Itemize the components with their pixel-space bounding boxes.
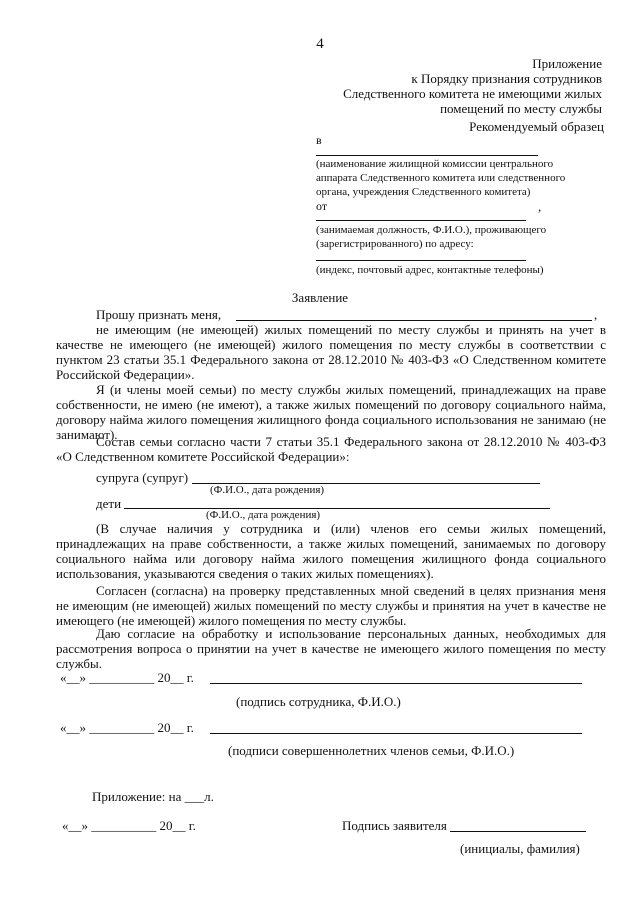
- from-line[interactable]: [316, 220, 526, 221]
- initials-caption: (инициалы, фамилия): [460, 841, 580, 856]
- family-signature-line[interactable]: [210, 733, 582, 734]
- address-caption: (индекс, почтовый адрес, контактные телефоны): [316, 264, 544, 276]
- applicant-signature-line[interactable]: [450, 831, 586, 832]
- appendix-line: Следственного комитета не имеющими жилых: [343, 86, 602, 101]
- footer-date[interactable]: «__» __________ 20__ г.: [62, 818, 196, 833]
- to-prefix: в: [316, 133, 322, 147]
- family-intro-paragraph: [56, 434, 606, 464]
- consent-verify-text: Согласен (согласна) на проверку представленных мной сведений в целях признания меня не имеющим (не имеющей) жилых помещений по месту службы и принятия на учет в качестве не имеющего (не имеющей) жилого помещения по месту службы.: [56, 583, 606, 628]
- children-caption: (Ф.И.О., дата рождения): [206, 509, 321, 521]
- date-field-1[interactable]: «__» __________ 20__ г.: [60, 670, 194, 685]
- request-comma: ,: [594, 307, 598, 322]
- appendix-line: Приложение: [532, 56, 602, 71]
- from-prefix: от: [316, 199, 328, 213]
- spouse-caption: (Ф.И.О., дата рождения): [210, 484, 325, 496]
- appendix-line: помещений по месту службы: [440, 101, 602, 116]
- request-body: [56, 322, 606, 382]
- date-field-2[interactable]: «__» __________ 20__ г.: [60, 720, 194, 735]
- consent-verify-paragraph: [56, 583, 606, 628]
- spouse-label: супруга (супруг): [96, 470, 189, 485]
- ownership-text: Я (и члены моей семьи) по месту службы жилых помещений, принадлежащих на праве собственности, не имею (не имеют), а также жилых помещений по договору социального найма, договору найма жилого помещения жилищного фонда социального использования не занимаю (не занимают).: [56, 382, 606, 442]
- from-caption: (занимаемая должность, Ф.И.О.), проживающего (зарегистрированного) по адресу:: [316, 224, 547, 250]
- employee-caption: (подпись сотрудника, Ф.И.О.): [236, 694, 401, 709]
- family-caption: (подписи совершеннолетних членов семьи, Ф.И.О.): [228, 743, 515, 758]
- consent-personal-paragraph: [56, 626, 606, 671]
- name-line[interactable]: [236, 320, 592, 321]
- family-intro-text: Состав семьи согласно части 7 статьи 35.1 Федерального закона от 28.12.2010 № 403-ФЗ «О Следственном комитете Российской Федерации»:: [56, 434, 606, 464]
- housing-note-text: (В случае наличия у сотрудника и (или) членов его семьи жилых помещений, принадлежащих на праве собственности, а также жилых помещений, занимаемых по договору социального найма или договору найма жилого помещения жилищного фонда социального использования, указываются сведения о таких жилых помещениях).: [56, 521, 606, 581]
- appendix-header: [282, 56, 602, 116]
- request-continuation: не имеющим (не имеющей) жилых помещений по месту службы и принять на учет в качестве не имеющего (не имеющей) жилого помещения по месту службы в соответствии с пунктом 23 статьи 35.1 Федерального закона от 28.12.2010 № 403-ФЗ «О Следственном комитете Российской Федерации».: [56, 322, 606, 382]
- sample-label: Рекомендуемый образец: [469, 119, 604, 134]
- address-line[interactable]: [316, 260, 526, 261]
- appendix-line: к Порядку признания сотрудников: [411, 71, 602, 86]
- applicant-signature-label: Подпись заявителя: [342, 818, 447, 833]
- to-line[interactable]: [316, 155, 538, 156]
- consent-personal-text: Даю согласие на обработку и использование персональных данных, необходимых для рассмотрения вопроса о принятии на учет в качестве не имеющего жилого помещения по месту службы.: [56, 626, 606, 671]
- ownership-paragraph: [56, 382, 606, 442]
- request-prefix: Прошу признать меня,: [96, 307, 222, 322]
- from-comma: ,: [538, 199, 542, 214]
- document-title: Заявление: [291, 290, 349, 305]
- employee-signature-line[interactable]: [210, 683, 582, 684]
- children-line[interactable]: [124, 508, 550, 509]
- page-number: 4: [316, 36, 324, 52]
- children-label: дети: [96, 496, 122, 511]
- attachment-label: Приложение: на ___л.: [92, 789, 214, 804]
- housing-note-paragraph: [56, 521, 606, 581]
- to-caption: (наименование жилищной комиссии центрального аппарата Следственного комитета или следственного органа, учреждения Следственного комитета): [316, 158, 566, 198]
